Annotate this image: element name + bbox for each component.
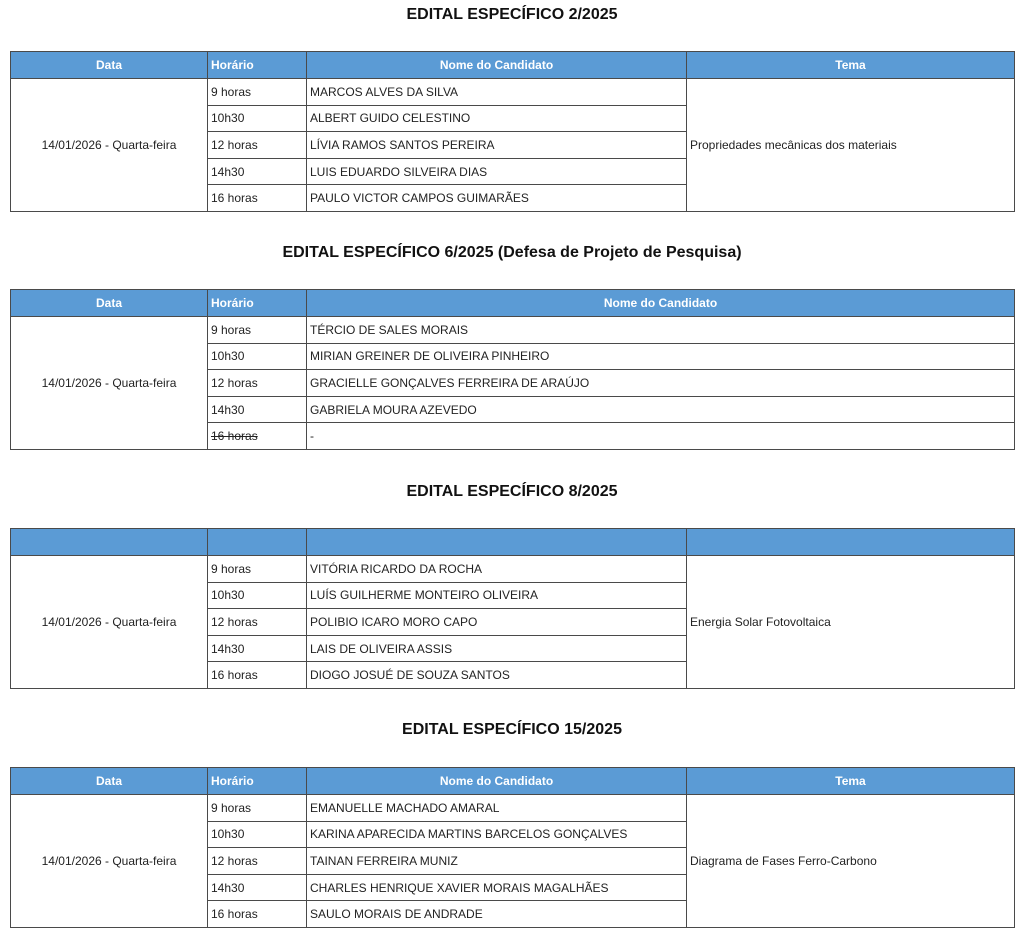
header-nome: Nome do Candidato	[307, 768, 687, 795]
time-cell: 10h30	[208, 821, 307, 848]
candidate-cell: LÍVIA RAMOS SANTOS PEREIRA	[307, 132, 687, 159]
tema-cell: Energia Solar Fotovoltaica	[687, 556, 1015, 689]
candidate-cell: SAULO MORAIS DE ANDRADE	[307, 901, 687, 928]
time-cell: 9 horas	[208, 795, 307, 822]
candidate-cell: TÉRCIO DE SALES MORAIS	[307, 317, 1015, 344]
table-row	[11, 317, 1015, 344]
table-header-row	[11, 529, 1015, 556]
table-header-row	[11, 52, 1015, 79]
candidate-cell: LAIS DE OLIVEIRA ASSIS	[307, 635, 687, 662]
header-tema: Tema	[687, 52, 1015, 79]
candidate-cell: MIRIAN GREINER DE OLIVEIRA PINHEIRO	[307, 343, 1015, 370]
header-tema	[687, 529, 1015, 556]
table-header-row	[11, 290, 1015, 317]
candidate-cell: LUÍS GUILHERME MONTEIRO OLIVEIRA	[307, 582, 687, 609]
table-row	[11, 795, 1015, 822]
header-horario: Horário	[208, 290, 307, 317]
candidate-cell: EMANUELLE MACHADO AMARAL	[307, 795, 687, 822]
header-nome: Nome do Candidato	[307, 290, 1015, 317]
time-cell: 9 horas	[208, 79, 307, 106]
schedule-table	[10, 289, 1015, 450]
schedule-table	[10, 767, 1015, 928]
candidate-cell: CHARLES HENRIQUE XAVIER MORAIS MAGALHÃES	[307, 874, 687, 901]
candidate-cell: VITÓRIA RICARDO DA ROCHA	[307, 556, 687, 583]
date-cell: 14/01/2026 - Quarta-feira	[11, 556, 208, 689]
table-row	[11, 79, 1015, 106]
candidate-cell: PAULO VICTOR CAMPOS GUIMARÃES	[307, 185, 687, 212]
candidate-cell: MARCOS ALVES DA SILVA	[307, 79, 687, 106]
time-cell: 16 horas	[208, 185, 307, 212]
candidate-cell: GRACIELLE GONÇALVES FERREIRA DE ARAÚJO	[307, 370, 1015, 397]
date-cell: 14/01/2026 - Quarta-feira	[11, 317, 208, 450]
time-cell: 9 horas	[208, 556, 307, 583]
header-horario: Horário	[208, 768, 307, 795]
time-cell: 14h30	[208, 158, 307, 185]
time-cell: 12 horas	[208, 132, 307, 159]
header-horario	[208, 529, 307, 556]
tema-cell: Diagrama de Fases Ferro-Carbono	[687, 795, 1015, 928]
time-cell-cancelled: 16 horas	[208, 423, 307, 450]
time-cell: 12 horas	[208, 370, 307, 397]
time-cell: 10h30	[208, 343, 307, 370]
date-cell: 14/01/2026 - Quarta-feira	[11, 795, 208, 928]
time-cell: 12 horas	[208, 848, 307, 875]
candidate-cell: -	[307, 423, 1015, 450]
time-cell: 14h30	[208, 635, 307, 662]
header-nome: Nome do Candidato	[307, 52, 687, 79]
tema-cell: Propriedades mecânicas dos materiais	[687, 79, 1015, 212]
schedule-table	[10, 528, 1015, 689]
candidate-cell: POLIBIO ICARO MORO CAPO	[307, 609, 687, 636]
table-header-row	[11, 768, 1015, 795]
section-title: EDITAL ESPECÍFICO 8/2025	[406, 483, 618, 500]
candidate-cell: GABRIELA MOURA AZEVEDO	[307, 396, 1015, 423]
header-data: Data	[11, 290, 208, 317]
header-nome	[307, 529, 687, 556]
time-cell: 16 horas	[208, 901, 307, 928]
header-data	[11, 529, 208, 556]
date-cell: 14/01/2026 - Quarta-feira	[11, 79, 208, 212]
time-cell: 16 horas	[208, 662, 307, 689]
section-title: EDITAL ESPECÍFICO 2/2025	[406, 6, 618, 23]
header-tema: Tema	[687, 768, 1015, 795]
candidate-cell: TAINAN FERREIRA MUNIZ	[307, 848, 687, 875]
section-title: EDITAL ESPECÍFICO 15/2025	[402, 721, 622, 738]
schedule-table	[10, 51, 1015, 212]
time-cell: 14h30	[208, 396, 307, 423]
header-horario: Horário	[208, 52, 307, 79]
section-title: EDITAL ESPECÍFICO 6/2025 (Defesa de Projeto de Pesquisa)	[282, 244, 742, 261]
candidate-cell: LUIS EDUARDO SILVEIRA DIAS	[307, 158, 687, 185]
time-cell: 10h30	[208, 105, 307, 132]
time-cell: 12 horas	[208, 609, 307, 636]
candidate-cell: KARINA APARECIDA MARTINS BARCELOS GONÇALVES	[307, 821, 687, 848]
time-cell: 14h30	[208, 874, 307, 901]
header-data: Data	[11, 768, 208, 795]
candidate-cell: DIOGO JOSUÉ DE SOUZA SANTOS	[307, 662, 687, 689]
time-cell: 9 horas	[208, 317, 307, 344]
candidate-cell: ALBERT GUIDO CELESTINO	[307, 105, 687, 132]
table-row	[11, 556, 1015, 583]
header-data: Data	[11, 52, 208, 79]
time-cell: 10h30	[208, 582, 307, 609]
